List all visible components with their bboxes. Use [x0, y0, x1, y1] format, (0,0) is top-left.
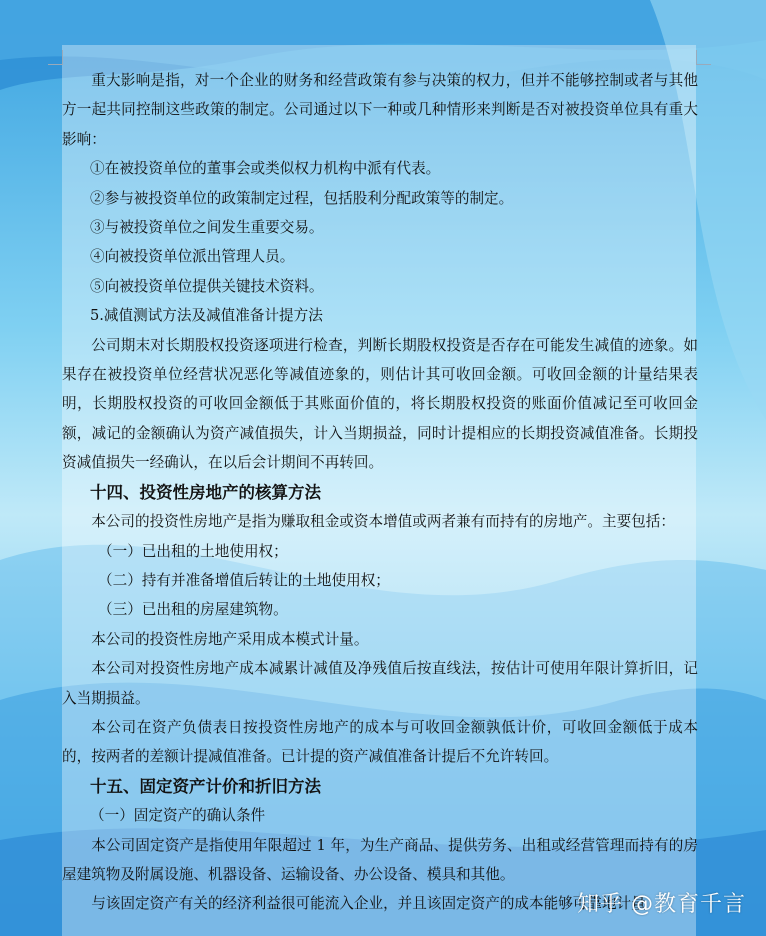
list-item: ②参与被投资单位的政策制定过程，包括股利分配政策等的制定。 — [90, 189, 514, 207]
list-item: （三）已出租的房屋建筑物。 — [98, 601, 288, 619]
list-item: ⑤向被投资单位提供关键技术资料。 — [90, 277, 324, 295]
margin-corner-mark — [696, 50, 711, 65]
list-item: （一）已出租的土地使用权； — [98, 542, 288, 560]
list-item: ③与被投资单位之间发生重要交易。 — [90, 219, 324, 237]
zhihu-watermark: 知乎 @教育千言 — [577, 892, 746, 917]
section-heading-15: 十五、固定资产计价和折旧方法 — [90, 776, 321, 796]
subsection-title: （一）固定资产的确认条件 — [90, 807, 266, 825]
section-heading-14: 十四、投资性房地产的核算方法 — [90, 482, 321, 502]
list-item: （二）持有并准备增值后转让的土地使用权； — [98, 571, 390, 589]
subsection-title: 5.减值测试方法及减值准备计提方法 — [90, 307, 323, 325]
paragraph-valuation: 本公司在资产负债表日按投资性房地产的成本与可收回金额孰低计价，可收回金额低于成本的，按两者的差额计提减值准备。已计提的资产减值准备计提后不允许转回。 — [62, 718, 698, 766]
paragraph-recognition: 与该固定资产有关的经济利益很可能流入企业，并且该固定资产的成本能够可靠地计量 — [91, 895, 646, 913]
paragraph-depreciation: 本公司对投资性房地产成本减累计减值及净残值后按直线法，按估计可使用年限计算折旧，记入当期损益。 — [62, 660, 698, 707]
paragraph-cost-model: 本公司的投资性房地产采用成本模式计量。 — [91, 630, 369, 648]
margin-corner-mark — [48, 50, 63, 65]
paragraph-impairment: 公司期末对长期股权投资逐项进行检查，判断长期股权投资是否存在可能发生减值的迹象。如果存在被投资单位经营状况恶化等减值迹象的，则估计其可收回金额。可收回金额的计量结果表明，长期股权投资的可收回金额低于其账面价值的，将长期股权投资的账面价值减记至可收回金额，减记的金额确认为资产减值损失，计入当期损益，同时计提相应的长期投资减值准备。长期投资减值损失一经确认，在以后会计期间不再转回。 — [62, 336, 698, 472]
list-item: ④向被投资单位派出管理人员。 — [90, 248, 295, 266]
paragraph-fixed-assets: 本公司固定资产是指使用年限超过 1 年，为生产商品、提供劳务、出租或经营管理而持有的房屋建筑物及附属设施、机器设备、运输设备、办公设备、模具和其他。 — [62, 836, 698, 883]
paragraph-investment-property: 本公司的投资性房地产是指为赚取租金或资本增值或两者兼有而持有的房地产。主要包括： — [91, 513, 675, 531]
paragraph-significant-influence: 重大影响是指，对一个企业的财务和经营政策有参与决策的权力，但并不能够控制或者与其他方一起共同控制这些政策的制定。公司通过以下一种或几种情形来判断是否对被投资单位具有重大影响： — [62, 72, 698, 148]
document-body — [62, 66, 698, 919]
list-item: ①在被投资单位的董事会或类似权力机构中派有代表。 — [90, 160, 441, 178]
